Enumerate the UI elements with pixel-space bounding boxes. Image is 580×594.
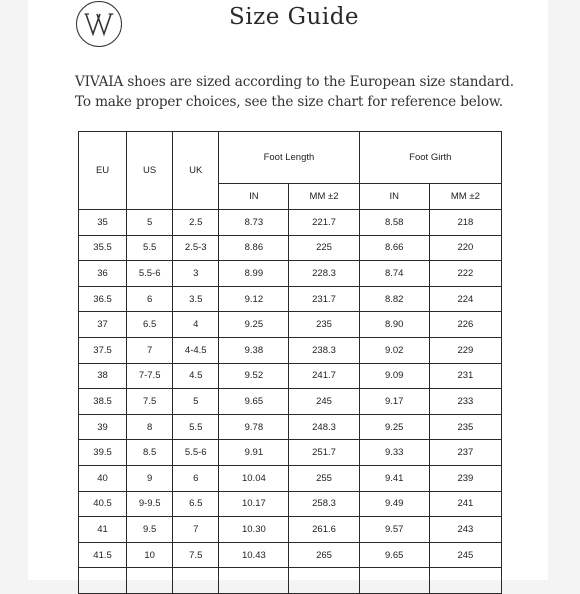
page-title: Size Guide: [229, 4, 360, 30]
cell-foot-length-mm: 245: [289, 389, 359, 415]
cell-uk-size: 4-4.5: [173, 337, 219, 363]
cell-foot-length-mm: 221.7: [289, 210, 359, 236]
table-row: [79, 517, 502, 543]
cell-foot-girth-mm: 231: [429, 363, 501, 389]
header-eu: EU: [79, 132, 127, 210]
cell-eu-size: 39: [79, 414, 127, 440]
cell-foot-girth-in: 9.33: [359, 440, 429, 466]
cell-eu-size: 38: [79, 363, 127, 389]
table-row: [79, 337, 502, 363]
header-foot-length-in: IN: [219, 184, 289, 210]
cell-foot-length-in: 9.38: [219, 337, 289, 363]
table-row: [79, 363, 502, 389]
cell-foot-length-mm: 241.7: [289, 363, 359, 389]
cell-eu-size: 41: [79, 517, 127, 543]
table-row: [79, 312, 502, 338]
cell-foot-length-in: 10.04: [219, 465, 289, 491]
cell-foot-girth-in: 9.65: [359, 542, 429, 568]
header-foot-girth: Foot Girth: [359, 132, 501, 184]
cell-eu-size: 35: [79, 210, 127, 236]
cell-us-size: 5: [127, 210, 173, 236]
cell-us-size: [127, 568, 173, 594]
cell-eu-size: 38.5: [79, 389, 127, 415]
cell-uk-size: 2.5-3: [173, 235, 219, 261]
cell-uk-size: 5: [173, 389, 219, 415]
cell-foot-girth-in: [359, 568, 429, 594]
cell-foot-girth-mm: 229: [429, 337, 501, 363]
cell-foot-girth-in: 9.09: [359, 363, 429, 389]
cell-uk-size: 4: [173, 312, 219, 338]
cell-uk-size: 7.5: [173, 542, 219, 568]
cell-foot-girth-mm: 245: [429, 542, 501, 568]
cell-foot-girth-in: 8.74: [359, 261, 429, 287]
cell-foot-length-in: 10.30: [219, 517, 289, 543]
cell-foot-girth-in: 8.58: [359, 210, 429, 236]
table-row: [79, 491, 502, 517]
cell-foot-girth-mm: 239: [429, 465, 501, 491]
table-row: [79, 414, 502, 440]
cell-us-size: 8: [127, 414, 173, 440]
table-row: [79, 235, 502, 261]
cell-foot-length-in: 9.25: [219, 312, 289, 338]
cell-foot-girth-in: 9.41: [359, 465, 429, 491]
cell-foot-length-in: 8.86: [219, 235, 289, 261]
cell-uk-size: 5.5-6: [173, 440, 219, 466]
cell-foot-girth-mm: 220: [429, 235, 501, 261]
cell-foot-girth-in: 9.02: [359, 337, 429, 363]
cell-foot-girth-in: 9.49: [359, 491, 429, 517]
table-row: [79, 389, 502, 415]
cell-foot-girth-mm: 233: [429, 389, 501, 415]
cell-uk-size: 6: [173, 465, 219, 491]
table-row: [79, 286, 502, 312]
cell-foot-length-mm: 231.7: [289, 286, 359, 312]
cell-uk-size: 3: [173, 261, 219, 287]
cell-uk-size: 5.5: [173, 414, 219, 440]
cell-eu-size: 41.5: [79, 542, 127, 568]
intro-text: [75, 72, 545, 112]
table-row: [79, 440, 502, 466]
cell-foot-length-in: 9.52: [219, 363, 289, 389]
cell-foot-girth-in: 8.82: [359, 286, 429, 312]
cell-foot-girth-in: 8.66: [359, 235, 429, 261]
cell-foot-length-in: [219, 568, 289, 594]
cell-foot-length-mm: 238.3: [289, 337, 359, 363]
cell-uk-size: 4.5: [173, 363, 219, 389]
size-chart-body: [79, 210, 502, 594]
intro-line-2: To make proper choices, see the size chart for reference below.: [75, 94, 503, 110]
cell-eu-size: 37: [79, 312, 127, 338]
cell-uk-size: 7: [173, 517, 219, 543]
cell-foot-girth-mm: 237: [429, 440, 501, 466]
table-row: [79, 465, 502, 491]
cell-eu-size: 36.5: [79, 286, 127, 312]
cell-foot-girth-in: 9.17: [359, 389, 429, 415]
cell-foot-length-in: 9.78: [219, 414, 289, 440]
cell-us-size: 7.5: [127, 389, 173, 415]
cell-foot-girth-in: 8.90: [359, 312, 429, 338]
header-foot-girth-in: IN: [359, 184, 429, 210]
size-chart-table: [78, 131, 502, 594]
cell-us-size: 7: [127, 337, 173, 363]
cell-foot-length-in: 9.12: [219, 286, 289, 312]
cell-foot-length-in: 8.99: [219, 261, 289, 287]
cell-uk-size: 2.5: [173, 210, 219, 236]
cell-us-size: 6: [127, 286, 173, 312]
brand-logo: [76, 1, 122, 47]
cell-eu-size: [79, 568, 127, 594]
cell-foot-length-mm: 258.3: [289, 491, 359, 517]
intro-line-1: VIVAIA shoes are sized according to the European size standard.: [75, 74, 514, 90]
cell-foot-girth-mm: 222: [429, 261, 501, 287]
cell-uk-size: 6.5: [173, 491, 219, 517]
cell-foot-girth-in: 9.57: [359, 517, 429, 543]
cell-foot-length-in: 9.65: [219, 389, 289, 415]
cell-foot-length-mm: 235: [289, 312, 359, 338]
header-foot-length-mm: MM ±2: [289, 184, 359, 210]
cell-us-size: 9: [127, 465, 173, 491]
cell-foot-length-mm: 261.6: [289, 517, 359, 543]
cell-uk-size: [173, 568, 219, 594]
cell-us-size: 9.5: [127, 517, 173, 543]
header-foot-length: Foot Length: [219, 132, 359, 184]
cell-foot-length-mm: 228.3: [289, 261, 359, 287]
header-foot-girth-mm: MM ±2: [429, 184, 501, 210]
cell-foot-girth-mm: 218: [429, 210, 501, 236]
cell-us-size: 10: [127, 542, 173, 568]
cell-foot-length-mm: 255: [289, 465, 359, 491]
cell-foot-length-mm: 251.7: [289, 440, 359, 466]
cell-foot-length-mm: 225: [289, 235, 359, 261]
table-row: [79, 261, 502, 287]
table-row: [79, 568, 502, 594]
table-row: [79, 210, 502, 236]
cell-us-size: 5.5-6: [127, 261, 173, 287]
header-us: US: [127, 132, 173, 210]
cell-foot-girth-mm: 243: [429, 517, 501, 543]
cell-foot-length-in: 8.73: [219, 210, 289, 236]
cell-eu-size: 39.5: [79, 440, 127, 466]
cell-eu-size: 35.5: [79, 235, 127, 261]
cell-foot-girth-mm: 235: [429, 414, 501, 440]
cell-foot-girth-in: 9.25: [359, 414, 429, 440]
cell-us-size: 8.5: [127, 440, 173, 466]
vivaia-logo-icon: [84, 11, 114, 37]
cell-eu-size: 36: [79, 261, 127, 287]
cell-us-size: 5.5: [127, 235, 173, 261]
cell-uk-size: 3.5: [173, 286, 219, 312]
cell-foot-girth-mm: 226: [429, 312, 501, 338]
cell-foot-girth-mm: [429, 568, 501, 594]
cell-foot-length-mm: 248.3: [289, 414, 359, 440]
cell-foot-length-in: 9.91: [219, 440, 289, 466]
table-row: [79, 542, 502, 568]
cell-foot-length-mm: [289, 568, 359, 594]
cell-foot-girth-mm: 241: [429, 491, 501, 517]
cell-us-size: 6.5: [127, 312, 173, 338]
header-uk: UK: [173, 132, 219, 210]
cell-foot-length-in: 10.43: [219, 542, 289, 568]
cell-eu-size: 40.5: [79, 491, 127, 517]
cell-eu-size: 37.5: [79, 337, 127, 363]
cell-us-size: 7-7.5: [127, 363, 173, 389]
cell-foot-girth-mm: 224: [429, 286, 501, 312]
cell-foot-length-mm: 265: [289, 542, 359, 568]
cell-us-size: 9-9.5: [127, 491, 173, 517]
cell-foot-length-in: 10.17: [219, 491, 289, 517]
cell-eu-size: 40: [79, 465, 127, 491]
